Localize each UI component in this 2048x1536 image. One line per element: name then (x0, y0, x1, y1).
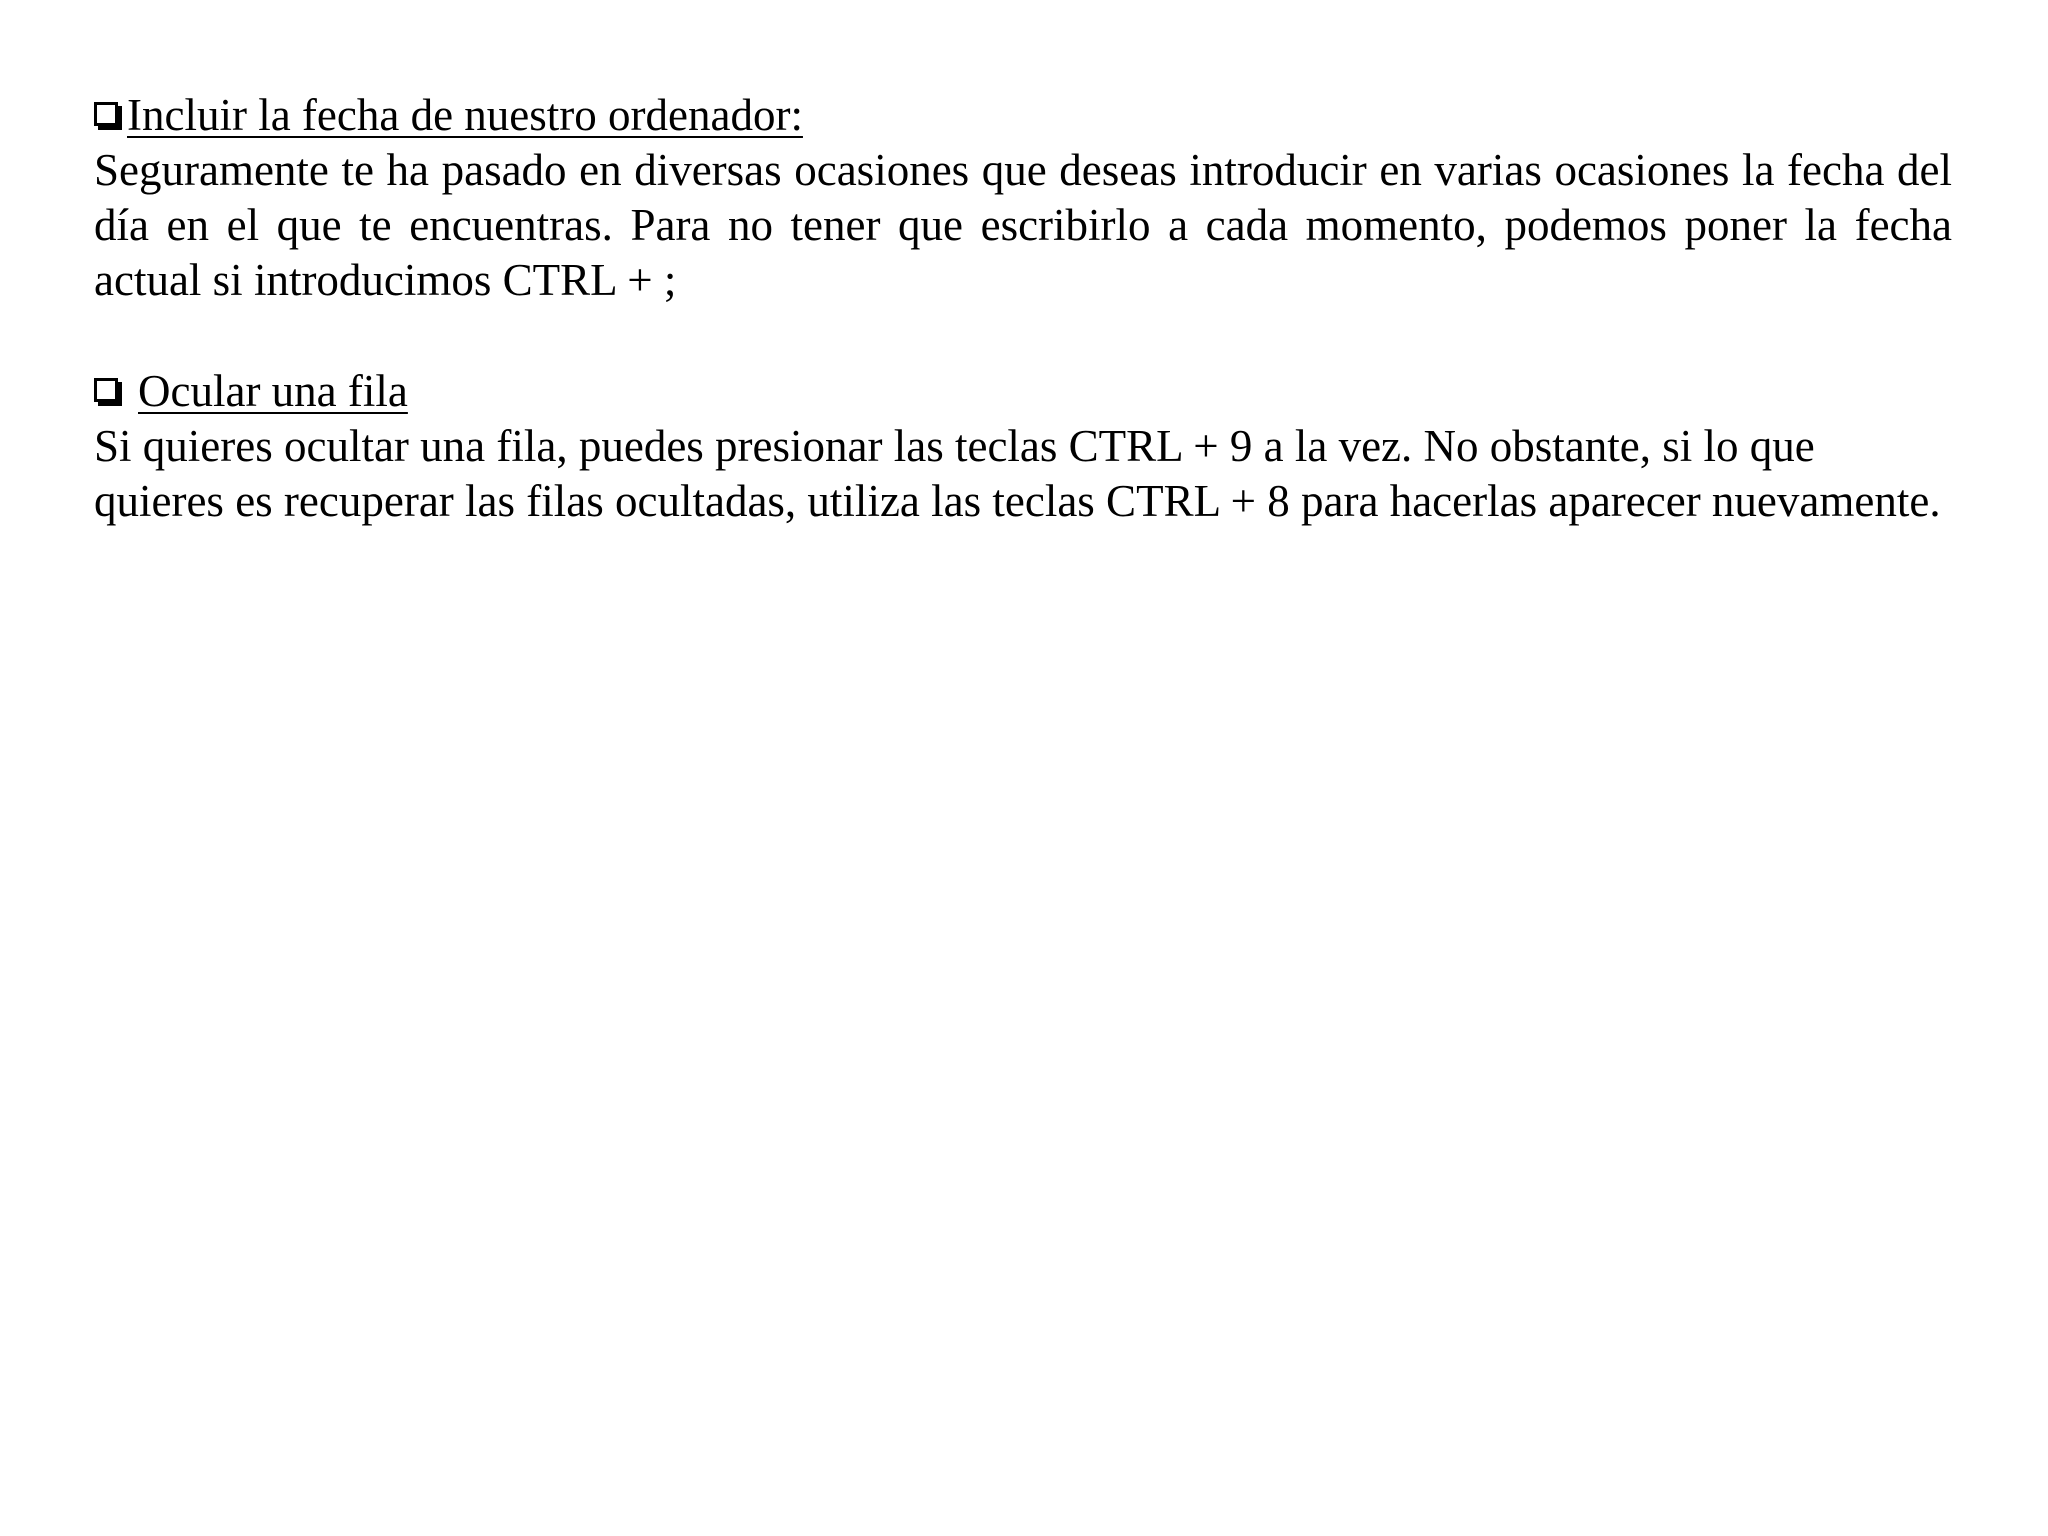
checkbox-icon (94, 378, 122, 406)
heading-text: Ocular una fila (138, 366, 408, 416)
checkbox-icon (94, 102, 122, 130)
heading-text: Incluir la fecha de nuestro ordenador: (127, 90, 803, 140)
section-heading (94, 364, 1952, 419)
section-fecha-ordenador (94, 88, 1952, 308)
section-body: Si quieres ocultar una fila, puedes presionar las teclas CTRL + 9 a la vez. No obstante, si lo que quieres es recuperar las filas ocultadas, utiliza las teclas CTRL + 8 para hacerlas aparecer nuevamente. (94, 421, 1941, 526)
section-ocultar-fila (94, 364, 1952, 529)
section-body: Seguramente te ha pasado en diversas ocasiones que deseas introducir en varias ocasiones la fecha del día en el que te encuentras. Para no tener que escribirlo a cada momento, podemos poner la fecha actual si introducimos CTRL + ; (94, 145, 1952, 305)
section-heading (94, 88, 1952, 143)
